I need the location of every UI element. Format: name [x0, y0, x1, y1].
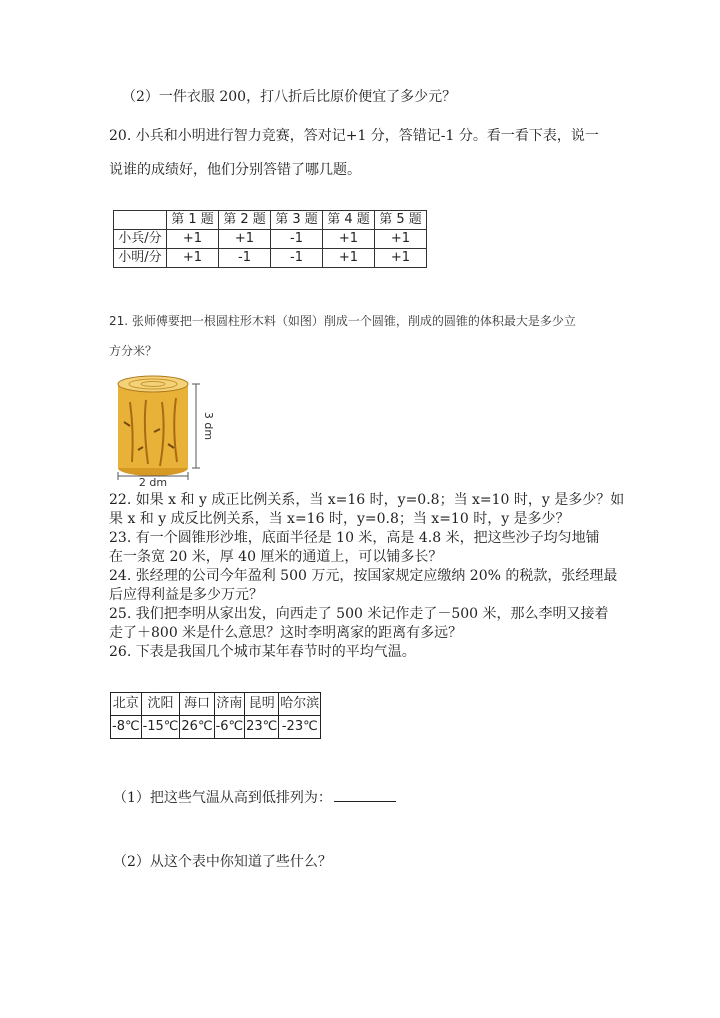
q19-part2-text: （2）一件衣服 200，打八折后比原价便宜了多少元？ — [122, 89, 457, 105]
score-cell: +1 — [219, 230, 271, 249]
q21-line2: 方分米？ — [109, 344, 158, 358]
score-cell: -1 — [271, 249, 323, 268]
city-cell: 海口 — [180, 693, 214, 716]
score-cell: -1 — [219, 249, 271, 268]
q22-line1: 22. 如果 x 和 y 成正比例关系，当 x=16 时，y=0.8；当 x=10 时，y 是多少？如 — [109, 492, 625, 508]
score-cell: +1 — [323, 249, 375, 268]
city-cell: 哈尔滨 — [279, 693, 321, 716]
score-table-header-row — [114, 211, 427, 230]
score-cell: +1 — [375, 249, 427, 268]
table-row — [114, 230, 427, 249]
score-header-cell: 第 2 题 — [219, 211, 271, 230]
answer-blank[interactable] — [334, 787, 396, 802]
score-table — [113, 210, 427, 268]
table-row — [111, 716, 321, 739]
score-cell: +1 — [167, 230, 219, 249]
q21-line1: 21. 张师傅要把一根圆柱形木料（如图）削成一个圆锥，削成的圆锥的体积最大是多少立 — [109, 314, 576, 328]
temperature-table — [110, 692, 321, 739]
city-cell: 济南 — [214, 693, 245, 716]
score-cell: +1 — [167, 249, 219, 268]
temperature-cell: -6℃ — [214, 716, 245, 739]
q20-line2: 说谁的成绩好，他们分别答错了哪几题。 — [109, 162, 361, 178]
temperature-cell: 23℃ — [245, 716, 279, 739]
score-header-cell: 第 3 题 — [271, 211, 323, 230]
city-cell: 沈阳 — [141, 693, 180, 716]
wooden-cylinder-figure — [110, 372, 215, 488]
score-header-cell: 第 4 题 — [323, 211, 375, 230]
city-cell: 北京 — [111, 693, 142, 716]
diameter-label: 2 dm — [138, 476, 168, 488]
temperature-cell: -8℃ — [111, 716, 142, 739]
q26-part1-text: （1）把这些气温从高到低排列为： — [113, 790, 332, 806]
score-cell: +1 — [375, 230, 427, 249]
q24-line1: 24. 张经理的公司今年盈利 500 万元，按国家规定应缴纳 20% 的税款，张经理最 — [109, 568, 618, 584]
score-header-cell — [114, 211, 167, 230]
q23-line1: 23. 有一个圆锥形沙堆，底面半径是 10 米，高是 4.8 米，把这些沙子均匀地铺 — [109, 530, 600, 546]
score-cell: -1 — [271, 230, 323, 249]
q26-part2: （2）从这个表中你知道了些什么？ — [113, 854, 332, 870]
score-cell: +1 — [323, 230, 375, 249]
score-cell: 小明/分 — [114, 249, 167, 268]
q25-line1: 25. 我们把李明从家出发，向西走了 500 米记作走了－500 米，那么李明又接着 — [109, 606, 609, 622]
temperature-cell: -15℃ — [141, 716, 180, 739]
city-cell: 昆明 — [245, 693, 279, 716]
temperature-cell: 26℃ — [180, 716, 214, 739]
height-label: 3 dm — [202, 411, 215, 441]
q25-line2: 走了＋800 米是什么意思？这时李明离家的距离有多远？ — [109, 625, 463, 641]
temperature-cell: -23℃ — [279, 716, 321, 739]
score-header-cell: 第 1 题 — [167, 211, 219, 230]
table-row — [114, 249, 427, 268]
q26-line1: 26. 下表是我国几个城市某年春节时的平均气温。 — [109, 644, 416, 660]
table-row — [111, 693, 321, 716]
score-cell: 小兵/分 — [114, 230, 167, 249]
score-header-cell: 第 5 题 — [375, 211, 427, 230]
q22-line2: 果 x 和 y 成反比例关系，当 x=16 时，y=0.8；当 x=10 时，y 是多少？ — [109, 511, 570, 527]
q24-line2: 后应得利益是多少万元？ — [109, 587, 263, 603]
q20-line1: 20. 小兵和小明进行智力竞赛，答对记+1 分，答错记-1 分。看一看下表，说一 — [109, 128, 599, 144]
q23-line2: 在一条宽 20 米，厚 40 厘米的通道上，可以铺多长？ — [109, 549, 443, 565]
q26-part1 — [113, 787, 396, 807]
